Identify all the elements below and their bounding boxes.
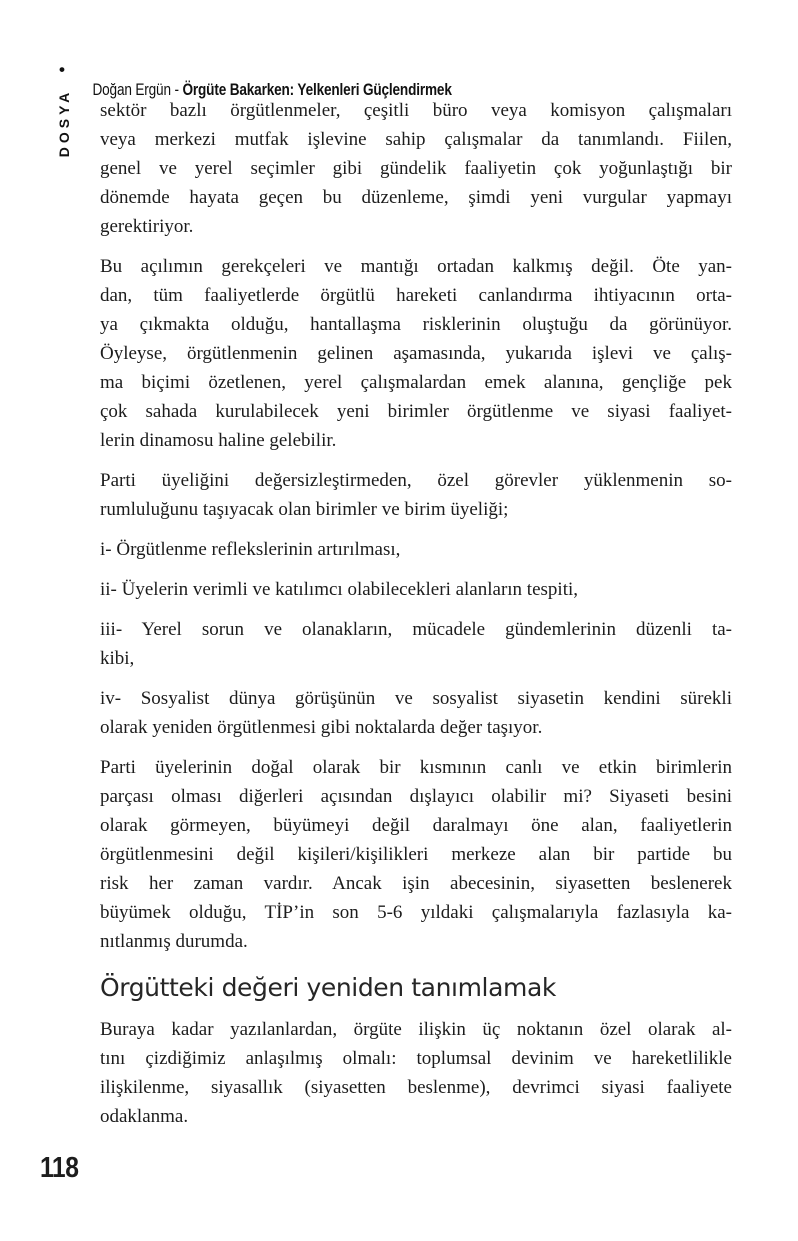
dossier-side-label: DOSYA bbox=[56, 88, 72, 158]
paragraph-line: dan, tüm faaliyetlerde örgütlü hareketi canlandırma ihtiyacının orta- bbox=[100, 285, 732, 306]
paragraph bbox=[100, 535, 732, 564]
paragraph-line: Bu açılımın gerekçeleri ve mantığı ortadan kalkmış değil. Öte yan- bbox=[100, 256, 732, 277]
paragraph-line: tını çizdiğimiz anlaşılmış olmalı: toplumsal devinim ve hareketlilikle bbox=[100, 1048, 732, 1069]
paragraph-line: olarak yeniden örgütlenmesi gibi noktalarda değer taşıyor. bbox=[100, 717, 543, 738]
paragraph bbox=[100, 684, 732, 742]
paragraph bbox=[100, 1015, 732, 1131]
paragraph-line: örgütlenmesini değil kişileri/kişilikleri merkeze alan bir partide bu bbox=[100, 844, 732, 865]
body-text bbox=[100, 96, 732, 1142]
paragraph bbox=[100, 252, 732, 455]
paragraph-line: gerektiriyor. bbox=[100, 216, 194, 237]
header-bullet-icon: • bbox=[59, 60, 65, 79]
paragraph bbox=[100, 753, 732, 956]
paragraph-line: nıtlanmış durumda. bbox=[100, 931, 248, 952]
paragraph-line: çok sahada kurulabilecek yeni birimler örgütlenme ve siyasi faaliyet- bbox=[100, 401, 732, 422]
paragraph-line: ilişkilenme, siyasallık (siyasetten beslenme), devrimci siyasi faaliyete bbox=[100, 1077, 732, 1098]
header-author: Doğan Ergün bbox=[92, 80, 171, 99]
header-separator: - bbox=[170, 80, 183, 99]
section-heading: Örgütteki değeri yeniden tanımlamak bbox=[100, 973, 556, 1002]
paragraph-line: odaklanma. bbox=[100, 1106, 189, 1127]
paragraph bbox=[100, 466, 732, 524]
paragraph-line: Öyleyse, örgütlenmenin gelinen aşamasında, yukarıda işlevi ve çalış- bbox=[100, 343, 732, 364]
page-number: 118 bbox=[40, 1152, 79, 1184]
paragraph-line: Parti üyeliğini değersizleştirmeden, özel görevler yüklenmenin so- bbox=[100, 470, 732, 491]
paragraph-line: i- Örgütlenme reflekslerinin artırılması, bbox=[100, 539, 401, 560]
paragraph-line: büyümek olduğu, TİP’in son 5-6 yıldaki çalışmalarıyla fazlasıyla ka- bbox=[100, 902, 732, 923]
paragraph-line: ya çıkmakta olduğu, hantallaşma risklerinin oluştuğu da görünüyor. bbox=[100, 314, 732, 335]
paragraph-line: genel ve yerel seçimler gibi gündelik faaliyetin çok yoğunlaştığı bir bbox=[100, 158, 732, 179]
paragraph-line: Parti üyelerinin doğal olarak bir kısmının canlı ve etkin birimlerin bbox=[100, 757, 732, 778]
paragraph-line: risk her zaman vardır. Ancak işin abecesinin, siyasetten beslenerek bbox=[100, 873, 732, 894]
paragraph-line: lerin dinamosu haline gelebilir. bbox=[100, 430, 337, 451]
paragraph-line: kibi, bbox=[100, 648, 135, 669]
paragraph-line: sektör bazlı örgütlenmeler, çeşitli büro veya komisyon çalışmaları bbox=[100, 100, 732, 121]
paragraph-line: iv- Sosyalist dünya görüşünün ve sosyalist siyasetin kendini sürekli bbox=[100, 688, 732, 709]
paragraph-line: Buraya kadar yazılanlardan, örgüte ilişkin üç noktanın özel olarak al- bbox=[100, 1019, 732, 1040]
paragraph-line: iii- Yerel sorun ve olanakların, mücadele gündemlerinin düzenli ta- bbox=[100, 619, 732, 640]
header-article-title: Örgüte Bakarken: Yelkenleri Güçlendirmek bbox=[182, 80, 452, 99]
paragraph-line: parçası olması diğerleri açısından dışlayıcı olabilir mi? Siyaseti besini bbox=[100, 786, 732, 807]
paragraph-line: rumluluğunu taşıyacak olan birimler ve birim üyeliği; bbox=[100, 499, 509, 520]
paragraph-line: ii- Üyelerin verimli ve katılımcı olabilecekleri alanların tespiti, bbox=[100, 579, 578, 600]
paragraph-line: dönemde hayata geçen bu düzenleme, şimdi yeni vurgular yapmayı bbox=[100, 187, 732, 208]
paragraph-line: ma biçimi özetlenen, yerel çalışmalardan emek alanına, gençliğe pek bbox=[100, 372, 732, 393]
paragraph bbox=[100, 575, 732, 604]
paragraph bbox=[100, 96, 732, 241]
paragraph-line: veya merkezi mutfak işlevine sahip çalışmalar da tanımlandı. Fiilen, bbox=[100, 129, 732, 150]
paragraph-line: olarak görmeyen, büyümeyi değil daralmayı öne alan, faaliyetlerin bbox=[100, 815, 732, 836]
paragraph bbox=[100, 615, 732, 673]
